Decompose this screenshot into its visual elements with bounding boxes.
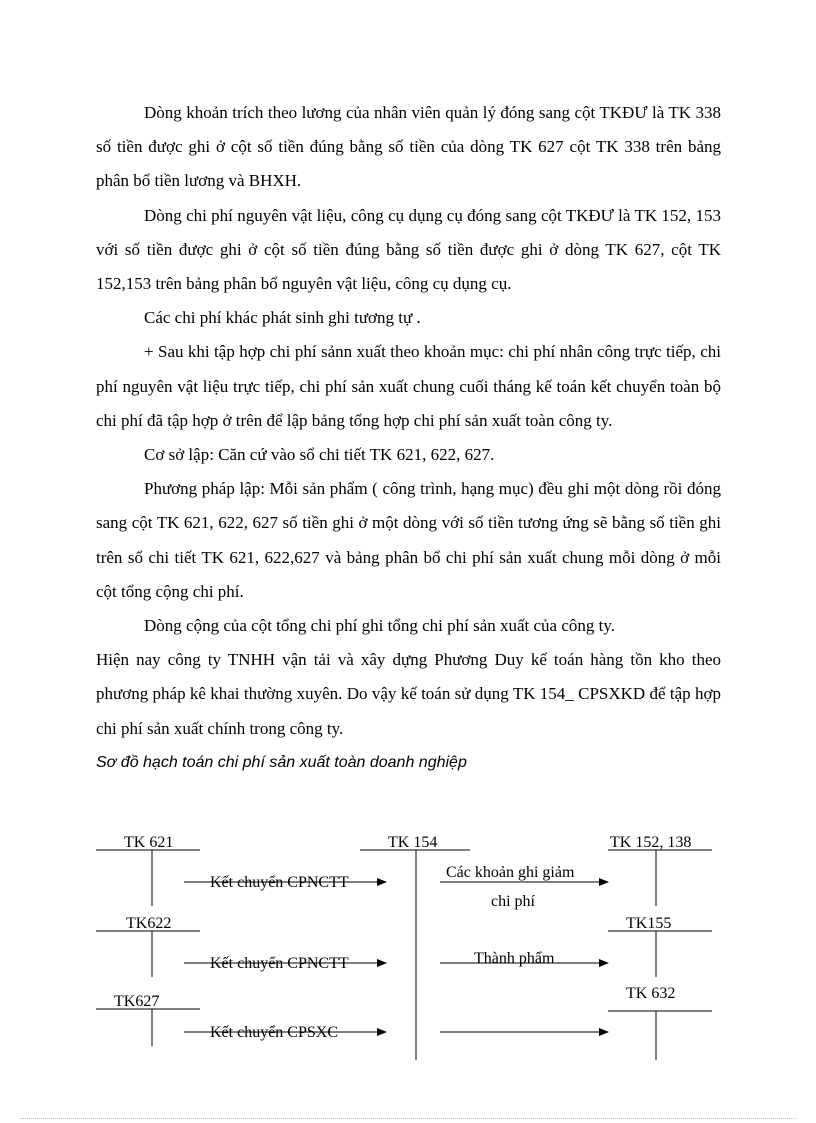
- diagram-caption: Sơ đồ hạch toán chi phí sản xuất toàn doanh nghiệp: [96, 753, 467, 771]
- account-label: TK 154: [388, 834, 438, 851]
- account-label: TK 152, 138: [610, 834, 692, 851]
- flow-label: Kết chuyển CPNCTT: [210, 874, 349, 891]
- flow-154-to-155: [440, 950, 608, 967]
- accounting-flow-diagram: [0, 820, 816, 1060]
- paragraph: Dòng khoản trích theo lương của nhân viên quản lý đóng sang cột TKĐƯ là TK 338 số tiền được ghi ở cột số tiền đúng bằng số tiền của dòng TK 627 cột TK 338 trên bảng phân bổ tiền lương và BHXH.: [96, 103, 721, 191]
- account-label: TK622: [126, 915, 172, 932]
- t-account-155: [608, 915, 712, 977]
- paragraph: Dòng cộng của cột tổng chi phí ghi tổng chi phí sản xuất của công ty.: [144, 616, 616, 636]
- flow-154-to-152-138: [440, 864, 608, 910]
- t-account-621: [96, 834, 200, 906]
- paragraph: Cơ sở lập: Căn cứ vào sổ chi tiết TK 621, 622, 627.: [144, 445, 495, 465]
- flow-label: Kết chuyển CPSXC: [210, 1024, 338, 1041]
- paragraph: Dòng chi phí nguyên vật liệu, công cụ dụng cụ đóng sang cột TKĐƯ là TK 152, 153 với số tiền được ghi ở cột số tiền đúng bằng số tiền được ghi ở dòng TK 627, cột TK 152,153 trên bảng phân bổ nguyên vật liệu, công cụ dụng cụ.: [96, 205, 721, 294]
- account-label: TK 621: [124, 834, 174, 851]
- flow-622-to-154: [184, 955, 386, 972]
- flow-627-to-154: [184, 1024, 386, 1041]
- t-account-627: [96, 993, 200, 1046]
- flow-label: chi phí: [491, 893, 535, 910]
- flow-621-to-154: [184, 874, 386, 891]
- paragraph: + Sau khi tập hợp chi phí sảnn xuất theo khoản mục: chi phí nhân công trực tiếp, chi phí nguyên vật liệu trực tiếp, chi phí sản xuất chung cuối tháng kế toán kết chuyển toàn bộ chi phí đã tập hợp ở trên để lập bảng tổng hợp chi phí sản xuất toàn công ty.: [96, 342, 721, 430]
- t-account-632: [608, 985, 712, 1060]
- t-account-152-138: [608, 834, 712, 906]
- paragraph: Các chi phí khác phát sinh ghi tương tự .: [144, 308, 421, 328]
- account-label: TK155: [626, 915, 672, 932]
- paragraph: Phương pháp lập: Mỗi sản phẩm ( công trình, hạng mục) đều ghi một dòng rồi đóng sang cột TK 621, 622, 627 số tiền ghi ở một dòng với số tiền tương ứng sẽ bằng số tiền ghi trên sổ chi tiết TK 621, 622,627 và bảng phân bổ chi phí sản xuất chung mỗi dòng ở mỗi cột tổng cộng chi phí.: [96, 479, 721, 601]
- flow-label: Các khoản ghi giảm: [446, 864, 575, 881]
- flow-label: Thành phẩm: [474, 950, 555, 967]
- account-label: TK627: [114, 993, 160, 1010]
- paragraph: Hiện nay công ty TNHH vận tải và xây dựng Phương Duy kế toán hàng tồn kho theo phương pháp kê khai thường xuyên. Do vậy kế toán sử dụng TK 154_ CPSXKD để tập hợp chi phí sản xuất chính trong công ty.: [96, 650, 721, 738]
- body-text: [96, 96, 721, 780]
- flow-label: Kết chuyển CPNCTT: [210, 955, 349, 972]
- account-label: TK 632: [626, 985, 676, 1002]
- page-bottom-divider: [20, 1118, 796, 1119]
- t-account-622: [96, 915, 200, 977]
